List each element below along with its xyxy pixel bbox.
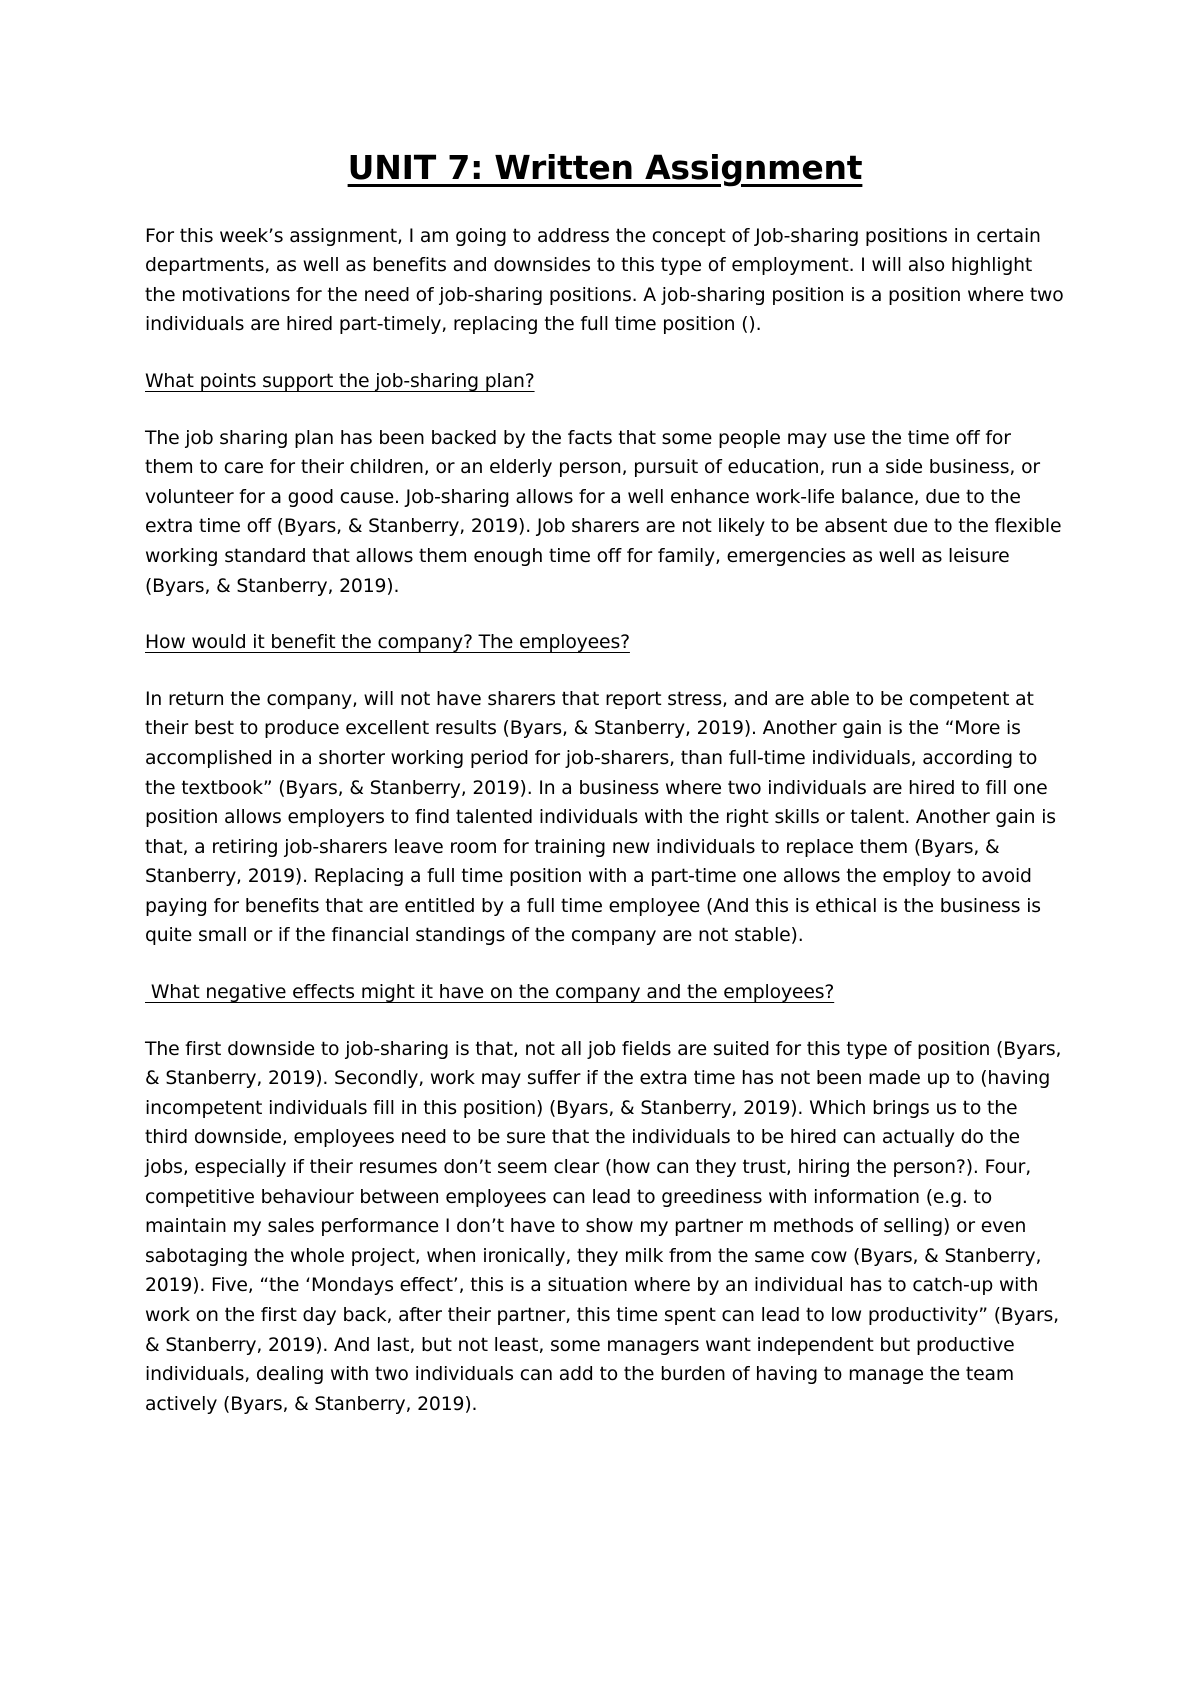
section-heading-support: What points support the job-sharing plan? bbox=[145, 370, 535, 392]
intro-paragraph: For this week’s assignment, I am going to address the concept of Job-sharing positions in certain departments, as well as benefits and downsides to this type of employment. I will also highlight the motivations for the need of job-sharing positions. A job-sharing position is a position where two individuals are hired part-timely, replacing the full time position (). bbox=[145, 225, 1064, 336]
section-body-benefits: In return the company, will not have sharers that report stress, and are able to be competent at their best to produce excellent results (Byars, & Stanberry, 2019). Another gain is the “More is accomplished in a shorter working period for job-sharers, than full-time individuals, according to the textbook” (Byars, & Stanberry, 2019). In a business where two individuals are hired to fill one position allows employers to find talented individuals with the right skills or talent. Another gain is that, a retiring job-sharers leave room for training new individuals to replace them (Byars, & Stanberry, 2019). Replacing a full time position with a part-time one allows the employ to avoid paying for benefits that are entitled by a full time employee (And this is ethical is the business is quite small or if the financial standings of the company are not stable). bbox=[145, 688, 1056, 947]
section-body-negative-effects: The first downside to job-sharing is that, not all job fields are suited for this type of position (Byars, & Stanberry, 2019). Secondly, work may suffer if the extra time has not been made up to (having incompetent individuals fill in this position) (Byars, & Stanberry, 2019). Which brings us to the third downside, employees need to be sure that the individuals to be hired can actually do the jobs, especially if their resumes don’t seem clear (how can they trust, hiring the person?). Four, competitive behaviour between employees can lead to greediness with information (e.g. to maintain my sales performance I don’t have to show my partner m methods of selling) or even sabotaging the whole project, when ironically, they milk from the same cow (Byars, & Stanberry, 2019). Five, “the ‘Mondays effect’, this is a situation where by an individual has to catch-up with work on the first day back, after their partner, this time spent can lead to low productivity” (Byars, & Stanberry, 2019). And last, but not least, some managers want independent but productive individuals, dealing with two individuals can add to the burden of having to manage the team actively (Byars, & Stanberry, 2019). bbox=[145, 1038, 1062, 1415]
document-content bbox=[145, 148, 1065, 1446]
section-heading-negative-effects: What negative effects might it have on the company and the employees? bbox=[145, 982, 835, 1004]
page-title: UNIT 7: Written Assignment bbox=[347, 148, 863, 187]
section-body-support: The job sharing plan has been backed by the facts that some people may use the time off for them to care for their children, or an elderly person, pursuit of education, run a side business, or volunteer for a good cause. Job-sharing allows for a well enhance work-life balance, due to the extra time off (Byars, & Stanberry, 2019). Job sharers are not likely to be absent due to the flexible working standard that allows them enough time off for family, emergencies as well as leisure (Byars, & Stanberry, 2019). bbox=[145, 427, 1062, 597]
section-heading-benefits: How would it benefit the company? The employees? bbox=[145, 632, 630, 654]
